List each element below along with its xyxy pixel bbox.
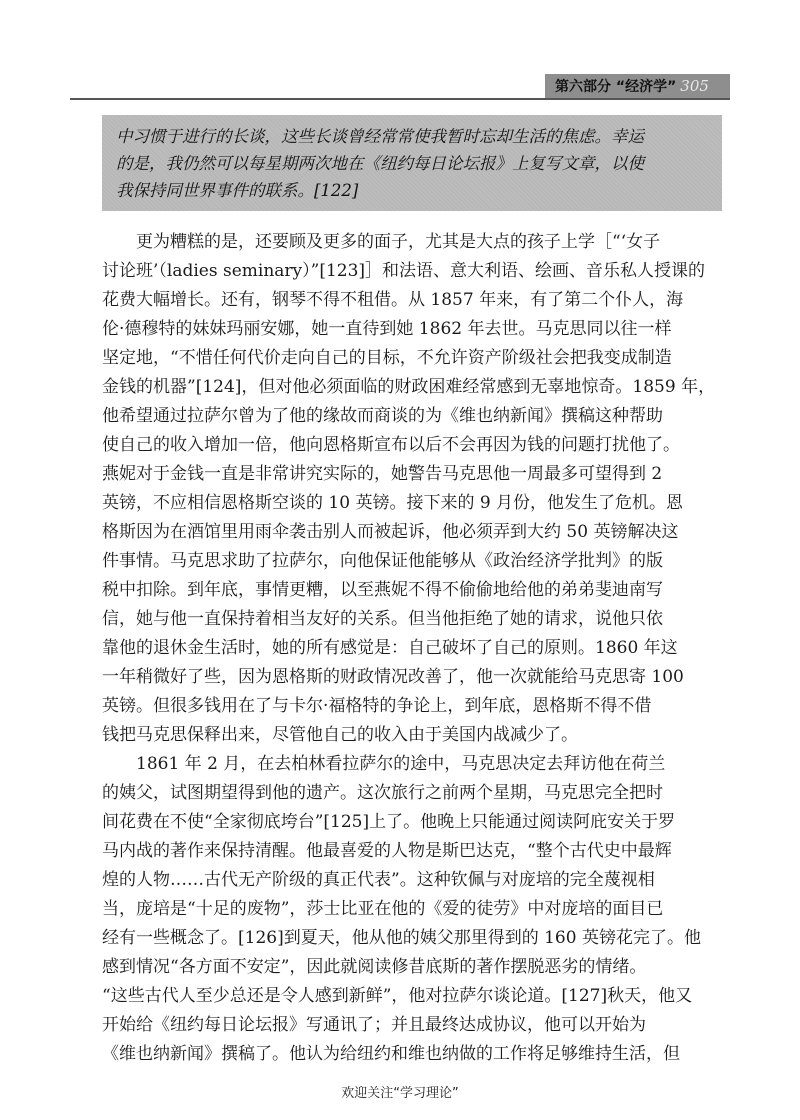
text-line: 英镑。但很多钱用在了与卡尔·福格特的争论上，到年底，恩格斯不得不借 (102, 696, 652, 716)
quote-line: 中习惯于进行的长谈，这些长谈曾经常常使我暂时忘却生活的焦虑。幸运 (116, 127, 644, 146)
text-line: 花费大幅增长。还有，钢琴不得不租借。从 1857 年来，有了第二个仆人，海 (102, 290, 684, 310)
text-line: 开始给《纽约每日论坛报》写通讯了；并且最终达成协议，他可以开始为 (102, 1015, 646, 1035)
quote-line: 的是，我仍然可以每星期两次地在《纽约每日论坛报》上复写文章，以使 (116, 154, 644, 173)
text-line: 一年稍微好了些，因为恩格斯的财政情况改善了，他一次就能给马克思寄 100 (102, 667, 684, 687)
text-line: 使自己的收入增加一倍，他向恩格斯宣布以后不会再因为钱的问题打扰他了。 (102, 435, 680, 455)
quote-line: 我保持同世界事件的联系。[122] (116, 181, 359, 200)
text-line: 马内战的著作来保持清醒。他最喜爱的人物是斯巴达克，“整个古代史中最辉 (102, 841, 672, 861)
text-line: “这些古代人至少总还是令人感到新鲜”，他对拉萨尔谈论道。[127]秋天，他又 (102, 986, 693, 1006)
text-line: 靠他的退休金生活时，她的所有感觉是：自己破坏了自己的原则。1860 年这 (102, 638, 678, 658)
text-line: 1861 年 2 月，在去柏林看拉萨尔的途中，马克思决定去拜访他在荷兰 (102, 754, 666, 774)
header-rule (70, 98, 730, 100)
text-line: 更为糟糕的是，还要顾及更多的面子，尤其是大点的孩子上学［“‘女子 (102, 232, 661, 252)
text-line: 讨论班’（ladies seminary）”[123]］和法语、意大利语、绘画、音乐私人授课的 (102, 261, 706, 281)
body-text (102, 228, 722, 1069)
running-header (545, 74, 730, 98)
text-line: 坚定地，“不惜任何代价走向自己的目标，不允许资产阶级社会把我变成制造 (102, 348, 672, 368)
text-line: 煌的人物……古代无产阶级的真正代表”。这种钦佩与对庞培的完全蔑视相 (102, 870, 655, 890)
text-line: 的姨父，试图期望得到他的遗产。这次旅行之前两个星期，马克思完全把时 (102, 783, 663, 803)
quote-block (102, 115, 722, 211)
text-line: 钱把马克思保释出来，尽管他自己的收入由于美国内战减少了。 (102, 725, 578, 745)
text-line: 格斯因为在酒馆里用雨伞袭击别人而被起诉，他必须弄到大约 50 英镑解决这 (102, 522, 679, 542)
text-line: 伦·德穆特的妹妹玛丽安娜，她一直待到她 1862 年去世。马克思同以往一样 (102, 319, 672, 339)
section-title: 第六部分 “经济学” (555, 79, 677, 95)
text-line: 英镑，不应相信恩格斯空谈的 10 英镑。接下来的 9 月份，他发生了危机。恩 (102, 493, 684, 513)
text-line: 信，她与他一直保持着相当友好的关系。但当他拒绝了她的请求，说他只依 (102, 609, 663, 629)
text-line: 税中扣除。到年底，事情更糟，以至燕妮不得不偷偷地给他的弟弟斐迪南写 (102, 580, 663, 600)
page-footer: 欢迎关注“学习理论” (341, 1086, 459, 1101)
text-line: 间花费在不使“全家彻底垮台”[125]上了。他晚上只能通过阅读阿庇安关于罗 (102, 812, 676, 832)
text-line: 经有一些概念了。[126]到夏天，他从他的姨父那里得到的 160 英镑花完了。他 (102, 928, 701, 948)
text-line: 件事情。马克思求助了拉萨尔，向他保证他能够从《政治经济学批判》的版 (102, 551, 663, 571)
page-number: 305 (680, 77, 709, 95)
text-line: 当，庞培是“十足的废物”，莎士比亚在他的《爱的徒劳》中对庞培的面目已 (102, 899, 664, 919)
text-line: 《维也纳新闻》撰稿了。他认为给纽约和维也纳做的工作将足够维持生活，但 (102, 1044, 680, 1064)
text-line: 燕妮对于金钱一直是非常讲究实际的，她警告马克思他一周最多可望得到 2 (102, 464, 663, 484)
text-line: 感到情况“各方面不安定”，因此就阅读修昔底斯的著作摆脱恶劣的情绪。 (102, 957, 647, 977)
text-line: 他希望通过拉萨尔曾为了他的缘故而商谈的为《维也纳新闻》撰稿这种帮助 (102, 406, 663, 426)
text-line: 金钱的机器”[124]，但对他必须面临的财政困难经常感到无辜地惊奇。1859 年， (102, 377, 716, 397)
